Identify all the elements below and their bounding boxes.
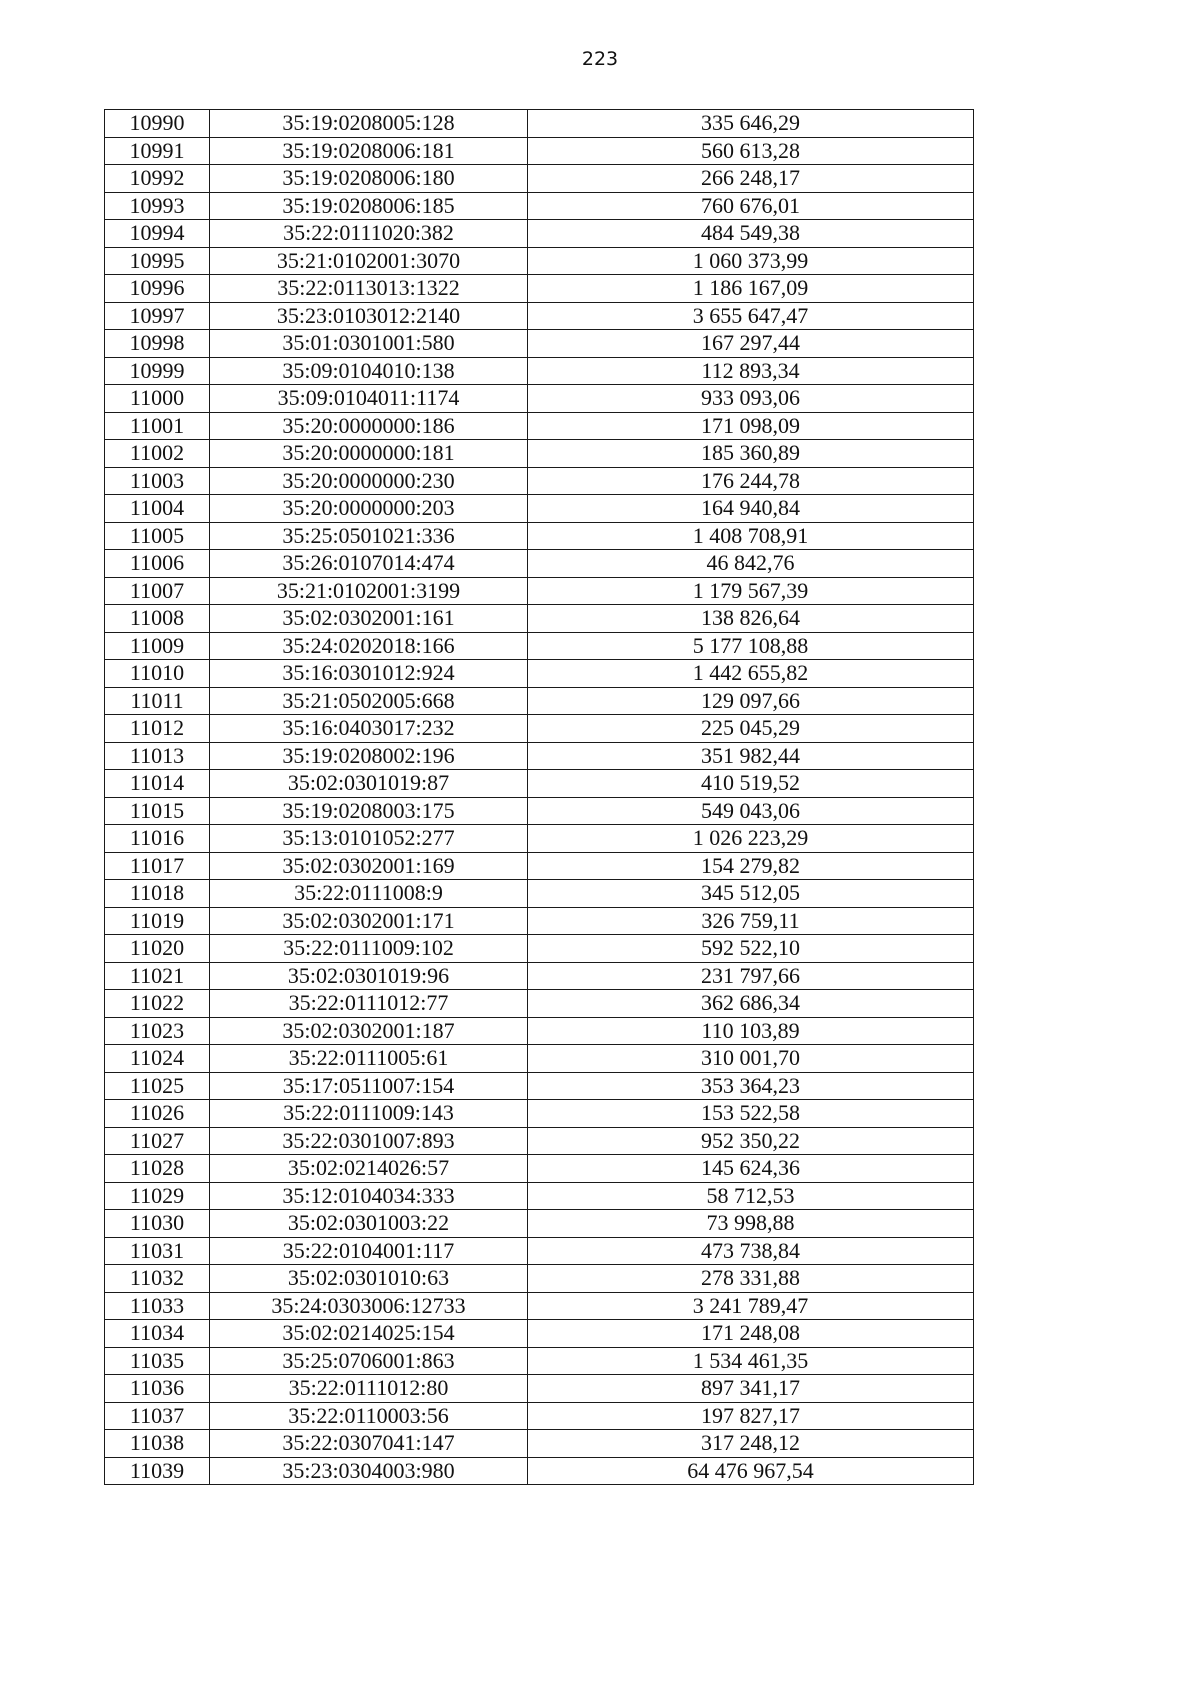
table-row	[105, 687, 974, 715]
table-row	[105, 192, 974, 220]
table-row	[105, 715, 974, 743]
row-number-cell: 11017	[105, 852, 210, 880]
cadastral-value-cell: 473 738,84	[528, 1237, 974, 1265]
cadastral-value-cell: 1 186 167,09	[528, 275, 974, 303]
cadastral-number-cell: 35:19:0208002:196	[210, 742, 528, 770]
row-number-cell: 11020	[105, 935, 210, 963]
row-number-cell: 11022	[105, 990, 210, 1018]
table-row	[105, 550, 974, 578]
table-row	[105, 1127, 974, 1155]
table-row	[105, 632, 974, 660]
cadastral-value-cell: 952 350,22	[528, 1127, 974, 1155]
table-row	[105, 385, 974, 413]
cadastral-number-cell: 35:21:0102001:3199	[210, 577, 528, 605]
cadastral-number-cell: 35:12:0104034:333	[210, 1182, 528, 1210]
row-number-cell: 11009	[105, 632, 210, 660]
cadastral-value-cell: 167 297,44	[528, 330, 974, 358]
table-row	[105, 1430, 974, 1458]
cadastral-value-cell: 46 842,76	[528, 550, 974, 578]
cadastral-value-cell: 176 244,78	[528, 467, 974, 495]
cadastral-value-cell: 225 045,29	[528, 715, 974, 743]
cadastral-number-cell: 35:22:0307041:147	[210, 1430, 528, 1458]
cadastral-value-cell: 154 279,82	[528, 852, 974, 880]
cadastral-value-cell: 138 826,64	[528, 605, 974, 633]
table-row	[105, 1237, 974, 1265]
table-row	[105, 1375, 974, 1403]
row-number-cell: 11012	[105, 715, 210, 743]
cadastral-number-cell: 35:19:0208003:175	[210, 797, 528, 825]
row-number-cell: 11027	[105, 1127, 210, 1155]
row-number-cell: 11037	[105, 1402, 210, 1430]
cadastral-value-cell: 335 646,29	[528, 110, 974, 138]
table-row	[105, 275, 974, 303]
cadastral-number-cell: 35:13:0101052:277	[210, 825, 528, 853]
cadastral-number-cell: 35:01:0301001:580	[210, 330, 528, 358]
cadastral-value-cell: 185 360,89	[528, 440, 974, 468]
table-row	[105, 110, 974, 138]
cadastral-number-cell: 35:17:0511007:154	[210, 1072, 528, 1100]
row-number-cell: 11023	[105, 1017, 210, 1045]
row-number-cell: 11005	[105, 522, 210, 550]
row-number-cell: 11034	[105, 1320, 210, 1348]
table-row	[105, 1457, 974, 1485]
cadastral-value-cell: 317 248,12	[528, 1430, 974, 1458]
table-row	[105, 467, 974, 495]
cadastral-value-cell: 153 522,58	[528, 1100, 974, 1128]
row-number-cell: 11011	[105, 687, 210, 715]
row-number-cell: 11033	[105, 1292, 210, 1320]
cadastral-number-cell: 35:02:0214026:57	[210, 1155, 528, 1183]
row-number-cell: 11031	[105, 1237, 210, 1265]
cadastral-value-cell: 266 248,17	[528, 165, 974, 193]
cadastral-number-cell: 35:02:0214025:154	[210, 1320, 528, 1348]
table-row	[105, 1072, 974, 1100]
cadastral-value-cell: 897 341,17	[528, 1375, 974, 1403]
cadastral-value-cell: 1 060 373,99	[528, 247, 974, 275]
cadastral-value-cell: 171 098,09	[528, 412, 974, 440]
cadastral-number-cell: 35:22:0110003:56	[210, 1402, 528, 1430]
cadastral-value-cell: 171 248,08	[528, 1320, 974, 1348]
table-row	[105, 1402, 974, 1430]
row-number-cell: 11039	[105, 1457, 210, 1485]
cadastral-number-cell: 35:25:0501021:336	[210, 522, 528, 550]
row-number-cell: 10996	[105, 275, 210, 303]
cadastral-value-cell: 1 026 223,29	[528, 825, 974, 853]
cadastral-value-cell: 3 655 647,47	[528, 302, 974, 330]
cadastral-number-cell: 35:02:0302001:161	[210, 605, 528, 633]
cadastral-value-cell: 560 613,28	[528, 137, 974, 165]
table-row	[105, 1265, 974, 1293]
cadastral-value-cell: 592 522,10	[528, 935, 974, 963]
row-number-cell: 11026	[105, 1100, 210, 1128]
table-row	[105, 1182, 974, 1210]
cadastral-value-cell: 197 827,17	[528, 1402, 974, 1430]
table-row	[105, 770, 974, 798]
cadastral-number-cell: 35:02:0302001:169	[210, 852, 528, 880]
row-number-cell: 11014	[105, 770, 210, 798]
row-number-cell: 10992	[105, 165, 210, 193]
cadastral-value-cell: 549 043,06	[528, 797, 974, 825]
table-row	[105, 605, 974, 633]
row-number-cell: 11013	[105, 742, 210, 770]
table-row	[105, 220, 974, 248]
cadastral-value-cell: 231 797,66	[528, 962, 974, 990]
table-row	[105, 247, 974, 275]
cadastral-number-cell: 35:24:0303006:12733	[210, 1292, 528, 1320]
row-number-cell: 11003	[105, 467, 210, 495]
cadastral-number-cell: 35:22:0111012:77	[210, 990, 528, 1018]
cadastral-number-cell: 35:22:0111009:143	[210, 1100, 528, 1128]
cadastral-number-cell: 35:02:0302001:171	[210, 907, 528, 935]
row-number-cell: 11036	[105, 1375, 210, 1403]
cadastral-number-cell: 35:09:0104011:1174	[210, 385, 528, 413]
row-number-cell: 10999	[105, 357, 210, 385]
cadastral-number-cell: 35:16:0301012:924	[210, 660, 528, 688]
table-row	[105, 1292, 974, 1320]
row-number-cell: 10990	[105, 110, 210, 138]
row-number-cell: 11000	[105, 385, 210, 413]
table-row	[105, 1155, 974, 1183]
row-number-cell: 11038	[105, 1430, 210, 1458]
table-row	[105, 1017, 974, 1045]
table-row	[105, 302, 974, 330]
cadastral-number-cell: 35:19:0208006:181	[210, 137, 528, 165]
cadastral-value-cell: 278 331,88	[528, 1265, 974, 1293]
cadastral-value-cell: 129 097,66	[528, 687, 974, 715]
cadastral-number-cell: 35:24:0202018:166	[210, 632, 528, 660]
row-number-cell: 11019	[105, 907, 210, 935]
cadastral-number-cell: 35:02:0302001:187	[210, 1017, 528, 1045]
table-row	[105, 165, 974, 193]
cadastral-value-cell: 3 241 789,47	[528, 1292, 974, 1320]
page-number: 223	[581, 48, 619, 70]
cadastral-number-cell: 35:22:0113013:1322	[210, 275, 528, 303]
cadastral-value-cell: 326 759,11	[528, 907, 974, 935]
cadastral-value-cell: 310 001,70	[528, 1045, 974, 1073]
table-body	[105, 110, 974, 1485]
cadastral-value-cell: 362 686,34	[528, 990, 974, 1018]
row-number-cell: 11030	[105, 1210, 210, 1238]
table-row	[105, 1320, 974, 1348]
table-row	[105, 495, 974, 523]
row-number-cell: 11006	[105, 550, 210, 578]
table-row	[105, 1045, 974, 1073]
row-number-cell: 11008	[105, 605, 210, 633]
table-row	[105, 577, 974, 605]
cadastral-value-cell: 110 103,89	[528, 1017, 974, 1045]
cadastral-number-cell: 35:22:0301007:893	[210, 1127, 528, 1155]
cadastral-number-cell: 35:25:0706001:863	[210, 1347, 528, 1375]
table-row	[105, 357, 974, 385]
cadastral-value-cell: 5 177 108,88	[528, 632, 974, 660]
table-row	[105, 825, 974, 853]
cadastral-number-cell: 35:19:0208006:185	[210, 192, 528, 220]
cadastral-number-cell: 35:22:0111020:382	[210, 220, 528, 248]
table-row	[105, 1347, 974, 1375]
table-row	[105, 880, 974, 908]
row-number-cell: 11007	[105, 577, 210, 605]
cadastral-value-cell: 164 940,84	[528, 495, 974, 523]
row-number-cell: 11035	[105, 1347, 210, 1375]
row-number-cell: 10993	[105, 192, 210, 220]
cadastral-value-cell: 58 712,53	[528, 1182, 974, 1210]
row-number-cell: 11025	[105, 1072, 210, 1100]
cadastral-number-cell: 35:26:0107014:474	[210, 550, 528, 578]
row-number-cell: 11015	[105, 797, 210, 825]
cadastral-number-cell: 35:20:0000000:230	[210, 467, 528, 495]
cadastral-number-cell: 35:02:0301019:87	[210, 770, 528, 798]
cadastral-value-cell: 64 476 967,54	[528, 1457, 974, 1485]
cadastral-value-cell: 1 408 708,91	[528, 522, 974, 550]
table-row	[105, 852, 974, 880]
row-number-cell: 11002	[105, 440, 210, 468]
cadastral-value-cell: 933 093,06	[528, 385, 974, 413]
row-number-cell: 11032	[105, 1265, 210, 1293]
row-number-cell: 11016	[105, 825, 210, 853]
table-row	[105, 137, 974, 165]
row-number-cell: 10995	[105, 247, 210, 275]
row-number-cell: 11010	[105, 660, 210, 688]
row-number-cell: 11004	[105, 495, 210, 523]
table-row	[105, 440, 974, 468]
cadastral-value-table	[104, 109, 974, 1485]
row-number-cell: 11018	[105, 880, 210, 908]
cadastral-number-cell: 35:22:0111008:9	[210, 880, 528, 908]
cadastral-number-cell: 35:22:0104001:117	[210, 1237, 528, 1265]
row-number-cell: 10994	[105, 220, 210, 248]
table-row	[105, 1100, 974, 1128]
table-row	[105, 412, 974, 440]
cadastral-value-cell: 484 549,38	[528, 220, 974, 248]
table-row	[105, 330, 974, 358]
row-number-cell: 11029	[105, 1182, 210, 1210]
row-number-cell: 11021	[105, 962, 210, 990]
cadastral-number-cell: 35:22:0111005:61	[210, 1045, 528, 1073]
cadastral-number-cell: 35:02:0301010:63	[210, 1265, 528, 1293]
table-row	[105, 522, 974, 550]
cadastral-value-cell: 760 676,01	[528, 192, 974, 220]
cadastral-value-cell: 410 519,52	[528, 770, 974, 798]
cadastral-number-cell: 35:16:0403017:232	[210, 715, 528, 743]
row-number-cell: 11028	[105, 1155, 210, 1183]
cadastral-number-cell: 35:22:0111012:80	[210, 1375, 528, 1403]
table-row	[105, 907, 974, 935]
table-row	[105, 990, 974, 1018]
cadastral-number-cell: 35:20:0000000:203	[210, 495, 528, 523]
row-number-cell: 10997	[105, 302, 210, 330]
cadastral-value-cell: 73 998,88	[528, 1210, 974, 1238]
cadastral-number-cell: 35:09:0104010:138	[210, 357, 528, 385]
cadastral-value-cell: 353 364,23	[528, 1072, 974, 1100]
table-row	[105, 660, 974, 688]
table-row	[105, 962, 974, 990]
cadastral-number-cell: 35:19:0208006:180	[210, 165, 528, 193]
cadastral-value-cell: 112 893,34	[528, 357, 974, 385]
cadastral-number-cell: 35:02:0301003:22	[210, 1210, 528, 1238]
cadastral-number-cell: 35:22:0111009:102	[210, 935, 528, 963]
row-number-cell: 10998	[105, 330, 210, 358]
cadastral-number-cell: 35:23:0304003:980	[210, 1457, 528, 1485]
cadastral-number-cell: 35:02:0301019:96	[210, 962, 528, 990]
table-row	[105, 1210, 974, 1238]
cadastral-number-cell: 35:20:0000000:181	[210, 440, 528, 468]
cadastral-number-cell: 35:19:0208005:128	[210, 110, 528, 138]
row-number-cell: 11024	[105, 1045, 210, 1073]
cadastral-value-cell: 1 534 461,35	[528, 1347, 974, 1375]
cadastral-number-cell: 35:21:0102001:3070	[210, 247, 528, 275]
cadastral-value-cell: 1 179 567,39	[528, 577, 974, 605]
table-row	[105, 797, 974, 825]
cadastral-value-cell: 145 624,36	[528, 1155, 974, 1183]
cadastral-number-cell: 35:21:0502005:668	[210, 687, 528, 715]
cadastral-value-cell: 345 512,05	[528, 880, 974, 908]
table-row	[105, 935, 974, 963]
cadastral-number-cell: 35:20:0000000:186	[210, 412, 528, 440]
row-number-cell: 11001	[105, 412, 210, 440]
cadastral-value-cell: 1 442 655,82	[528, 660, 974, 688]
row-number-cell: 10991	[105, 137, 210, 165]
cadastral-value-cell: 351 982,44	[528, 742, 974, 770]
cadastral-number-cell: 35:23:0103012:2140	[210, 302, 528, 330]
table-row	[105, 742, 974, 770]
